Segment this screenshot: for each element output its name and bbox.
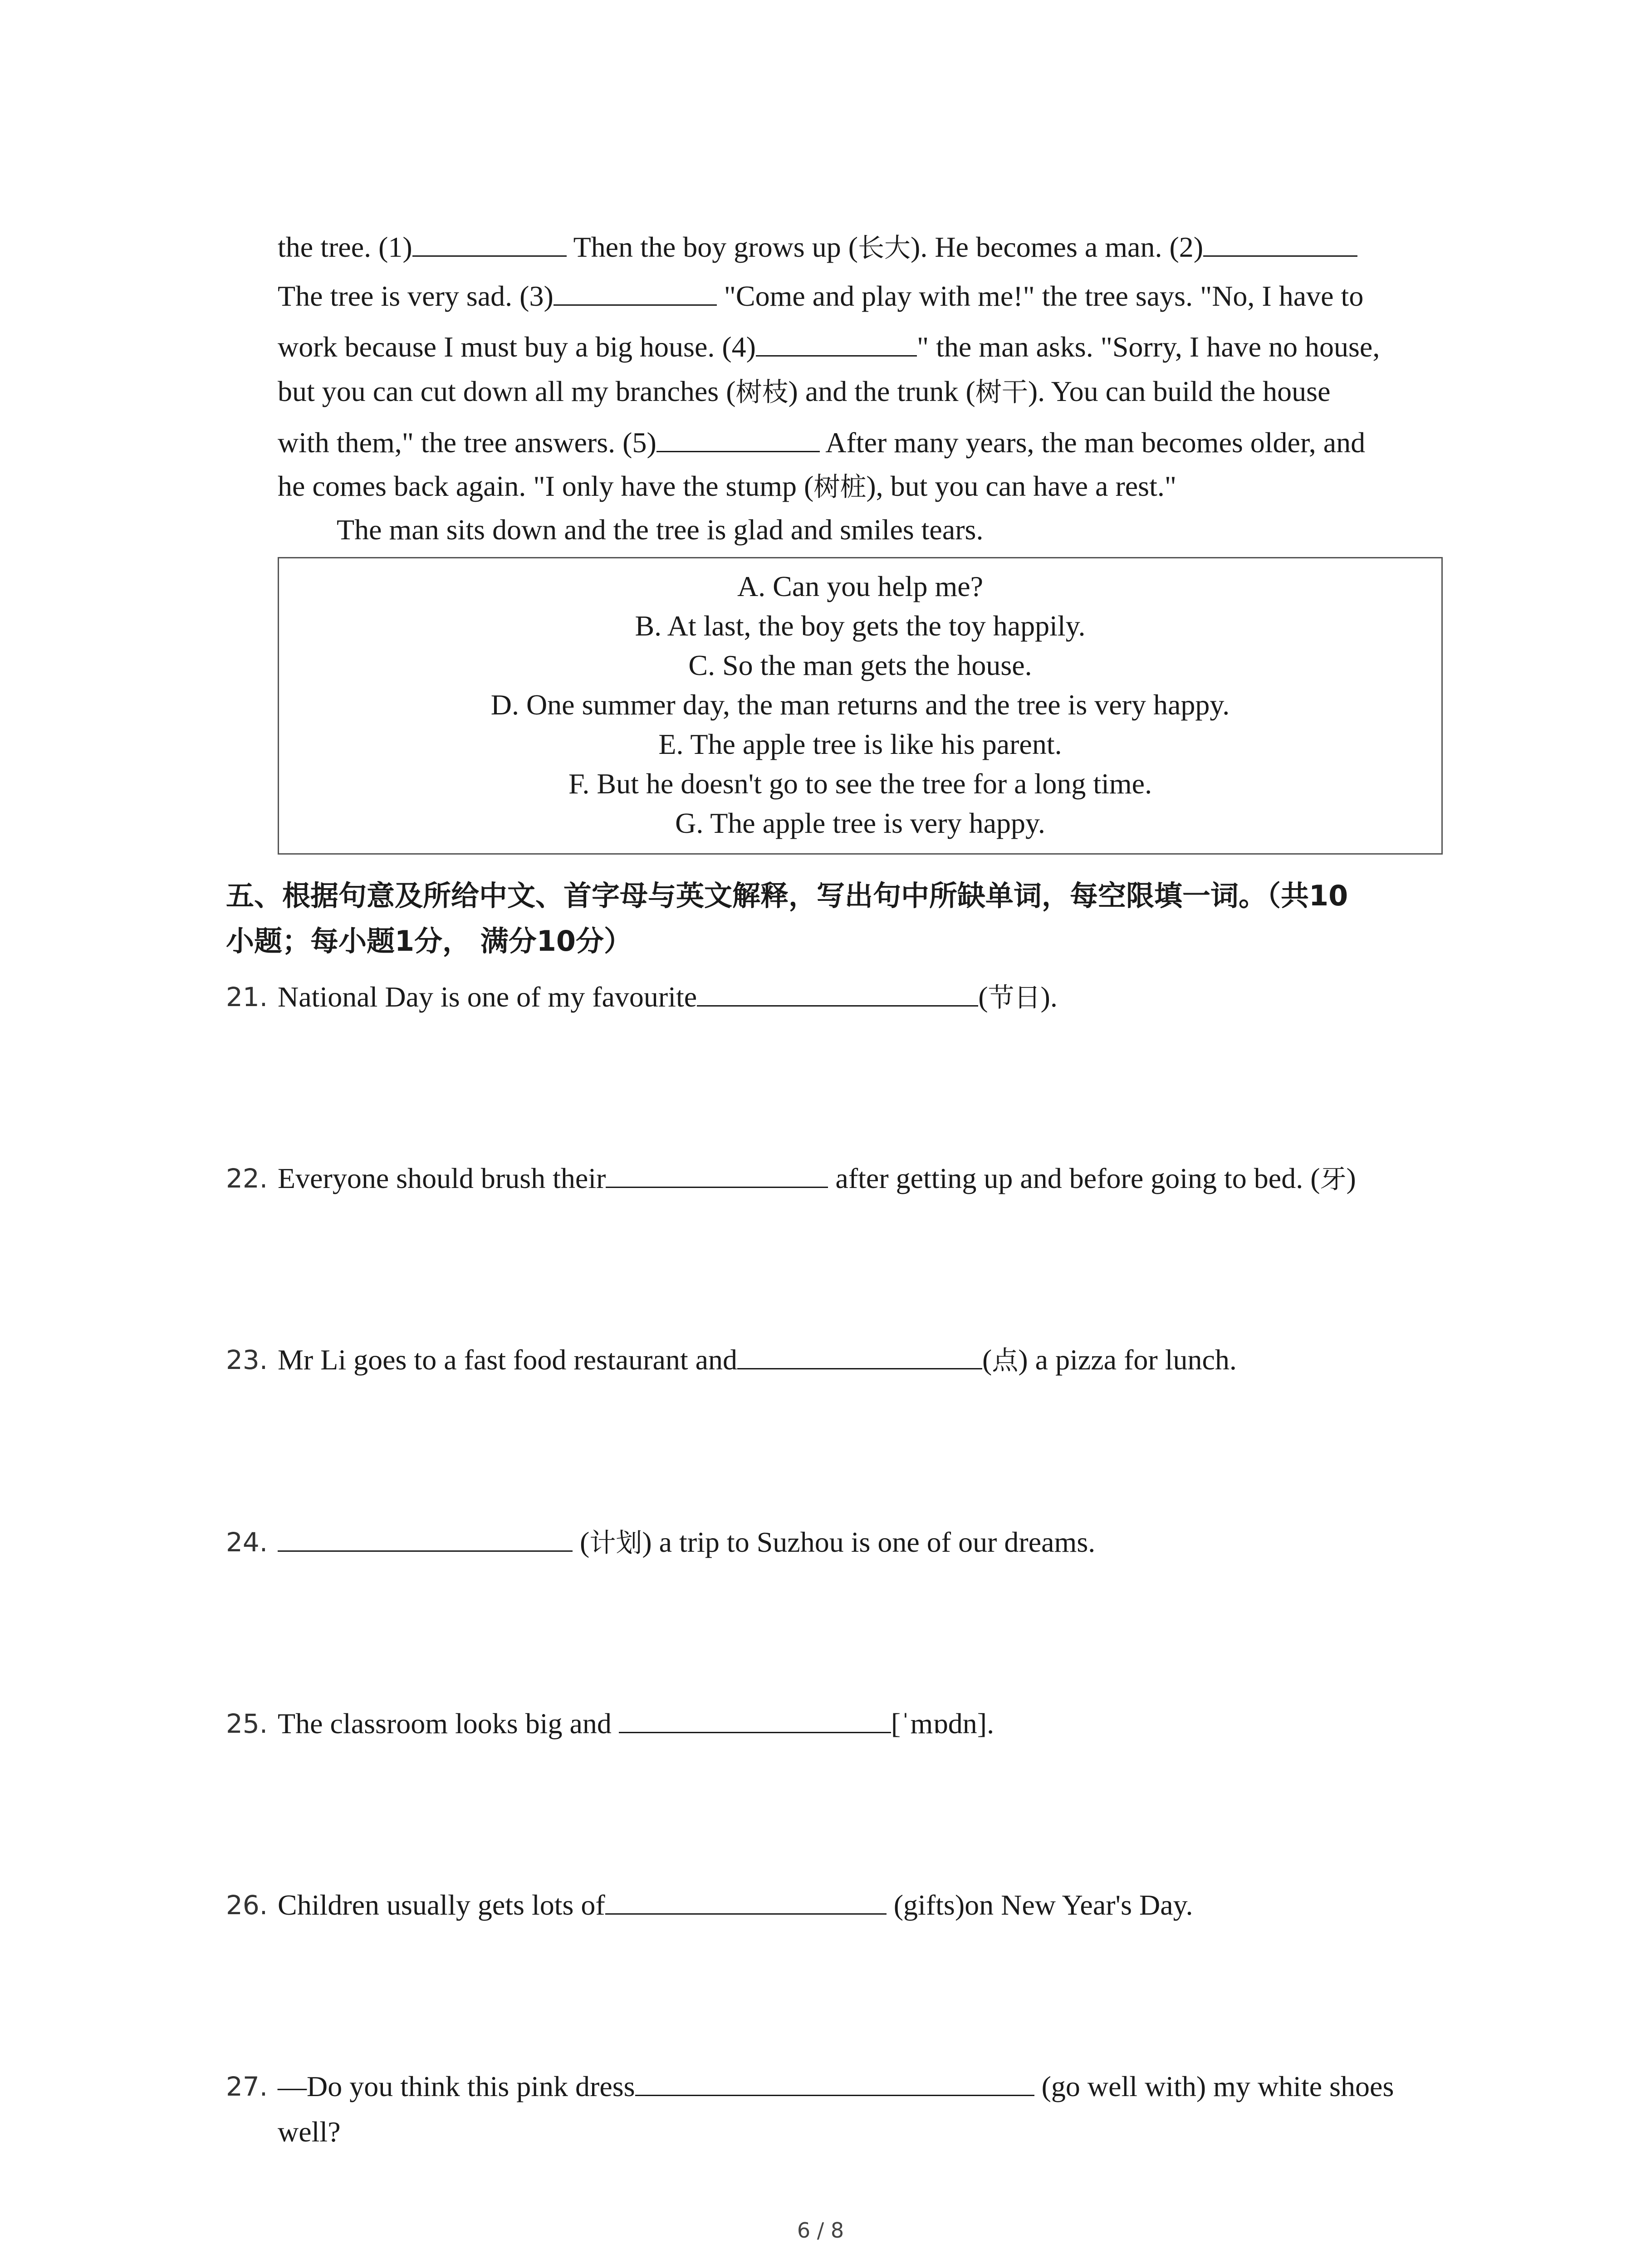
option-b: B. At last, the boy gets the toy happily. [635,610,1086,642]
page-number: 6 / 8 [797,2218,844,2243]
question-number: 24. [226,1527,268,1558]
passage-line-1: the tree. (1) Then the boy grows up (长大). He becomes a man. (2) [278,228,1357,266]
answer-blank-22[interactable] [606,1159,828,1188]
question-number: 25. [226,1708,268,1739]
passage-line-5: with them," the tree answers. (5) After many years, the man becomes older, and [278,423,1365,461]
blank-3[interactable] [554,277,717,306]
passage-line-4: but you can cut down all my branches (树枝) and the trunk (树干). You can build the house [278,375,1331,407]
answer-blank-27[interactable] [635,2067,1034,2096]
answer-blank-25[interactable] [619,1704,891,1733]
blank-5[interactable] [656,423,820,452]
answer-blank-26[interactable] [605,1886,887,1915]
option-e: E. The apple tree is like his parent. [658,728,1062,760]
option-a: A. Can you help me? [737,570,984,602]
question-number: 27. [226,2071,268,2102]
question-number: 21. [226,982,268,1012]
question-number: 22. [226,1163,268,1194]
passage-line-6: he comes back again. "I only have the stump (树桩), but you can have a rest." [278,470,1176,502]
blank-2[interactable] [1203,228,1357,257]
option-c: C. So the man gets the house. [688,649,1032,681]
option-g: G. The apple tree is very happy. [675,807,1045,839]
section-heading-line-2: 小题；每小题1分， 满分10分） [226,924,632,958]
answer-blank-23[interactable] [737,1340,982,1369]
answer-blank-21[interactable] [697,978,978,1007]
passage-line-2: The tree is very sad. (3) "Come and play with me!" the tree says. "No, I have to [278,277,1363,314]
passage-line-7: The man sits down and the tree is glad and smiles tears. [337,513,984,546]
passage-line-3: work because I must buy a big house. (4) " the man asks. "Sorry, I have no house, [278,327,1380,365]
blank-4[interactable] [756,327,917,357]
section-heading-line-1: 五、根据句意及所给中文、首字母与英文解释，写出句中所缺单词，每空限填一词。（共10 [226,879,1348,912]
exam-page: the tree. (1) Then the boy grows up (长大). He becomes a man. (2) The tree is very sad. (3) "Come and play with me!" the tree says. "No, I have to work because I must buy a big house. (4) " the man asks. "Sorry, I have no house, but you can cut down all my branches (树枝) and the trunk (树干). You can build the house with them," the tree answers. (5) After many years, the man becomes older, and he comes back again. "I only have the stump (树桩), but you can have a rest." The man sits down and the tree is glad and smiles tears. A. Can you help me? B. At last, the boy gets the toy happily. C. So the man gets the house. D. One summer day, the man returns and the tree is very happy. E. The apple tree is like his parent. F. But he doesn't go to see the tree for a long time. G. The apple tree is very happy. 五、根据句意及所给中文、首字母与英文解释，写出句中所缺单词，每空限填一词。（共10 小题；每小题1分， 满分10分） 21. National Day is one of my favourite (节日). 22. Everyone should brush their after getting up and before going to bed. (牙) 23. Mr Li goes to a fast food restaurant and (点) a pizza for lunch. 24. (计划) a trip to Suzhou is one of our dreams. 25. The classroom looks big and [ˈmɒdn]. 26. Children usually gets lots of (gifts)on New Year's Day. 27. —Do you think this pink dress (go well with) my white shoes well? 6 / 8 [0,0,1641,2268]
option-f: F. But he doesn't go to see the tree for a long time. [568,767,1152,800]
blank-1[interactable] [412,228,567,257]
question-number: 23. [226,1344,268,1375]
option-d: D. One summer day, the man returns and the tree is very happy. [490,689,1230,721]
answer-blank-24[interactable] [278,1523,573,1552]
options-box [278,557,1443,855]
question-number: 26. [226,1890,268,1921]
